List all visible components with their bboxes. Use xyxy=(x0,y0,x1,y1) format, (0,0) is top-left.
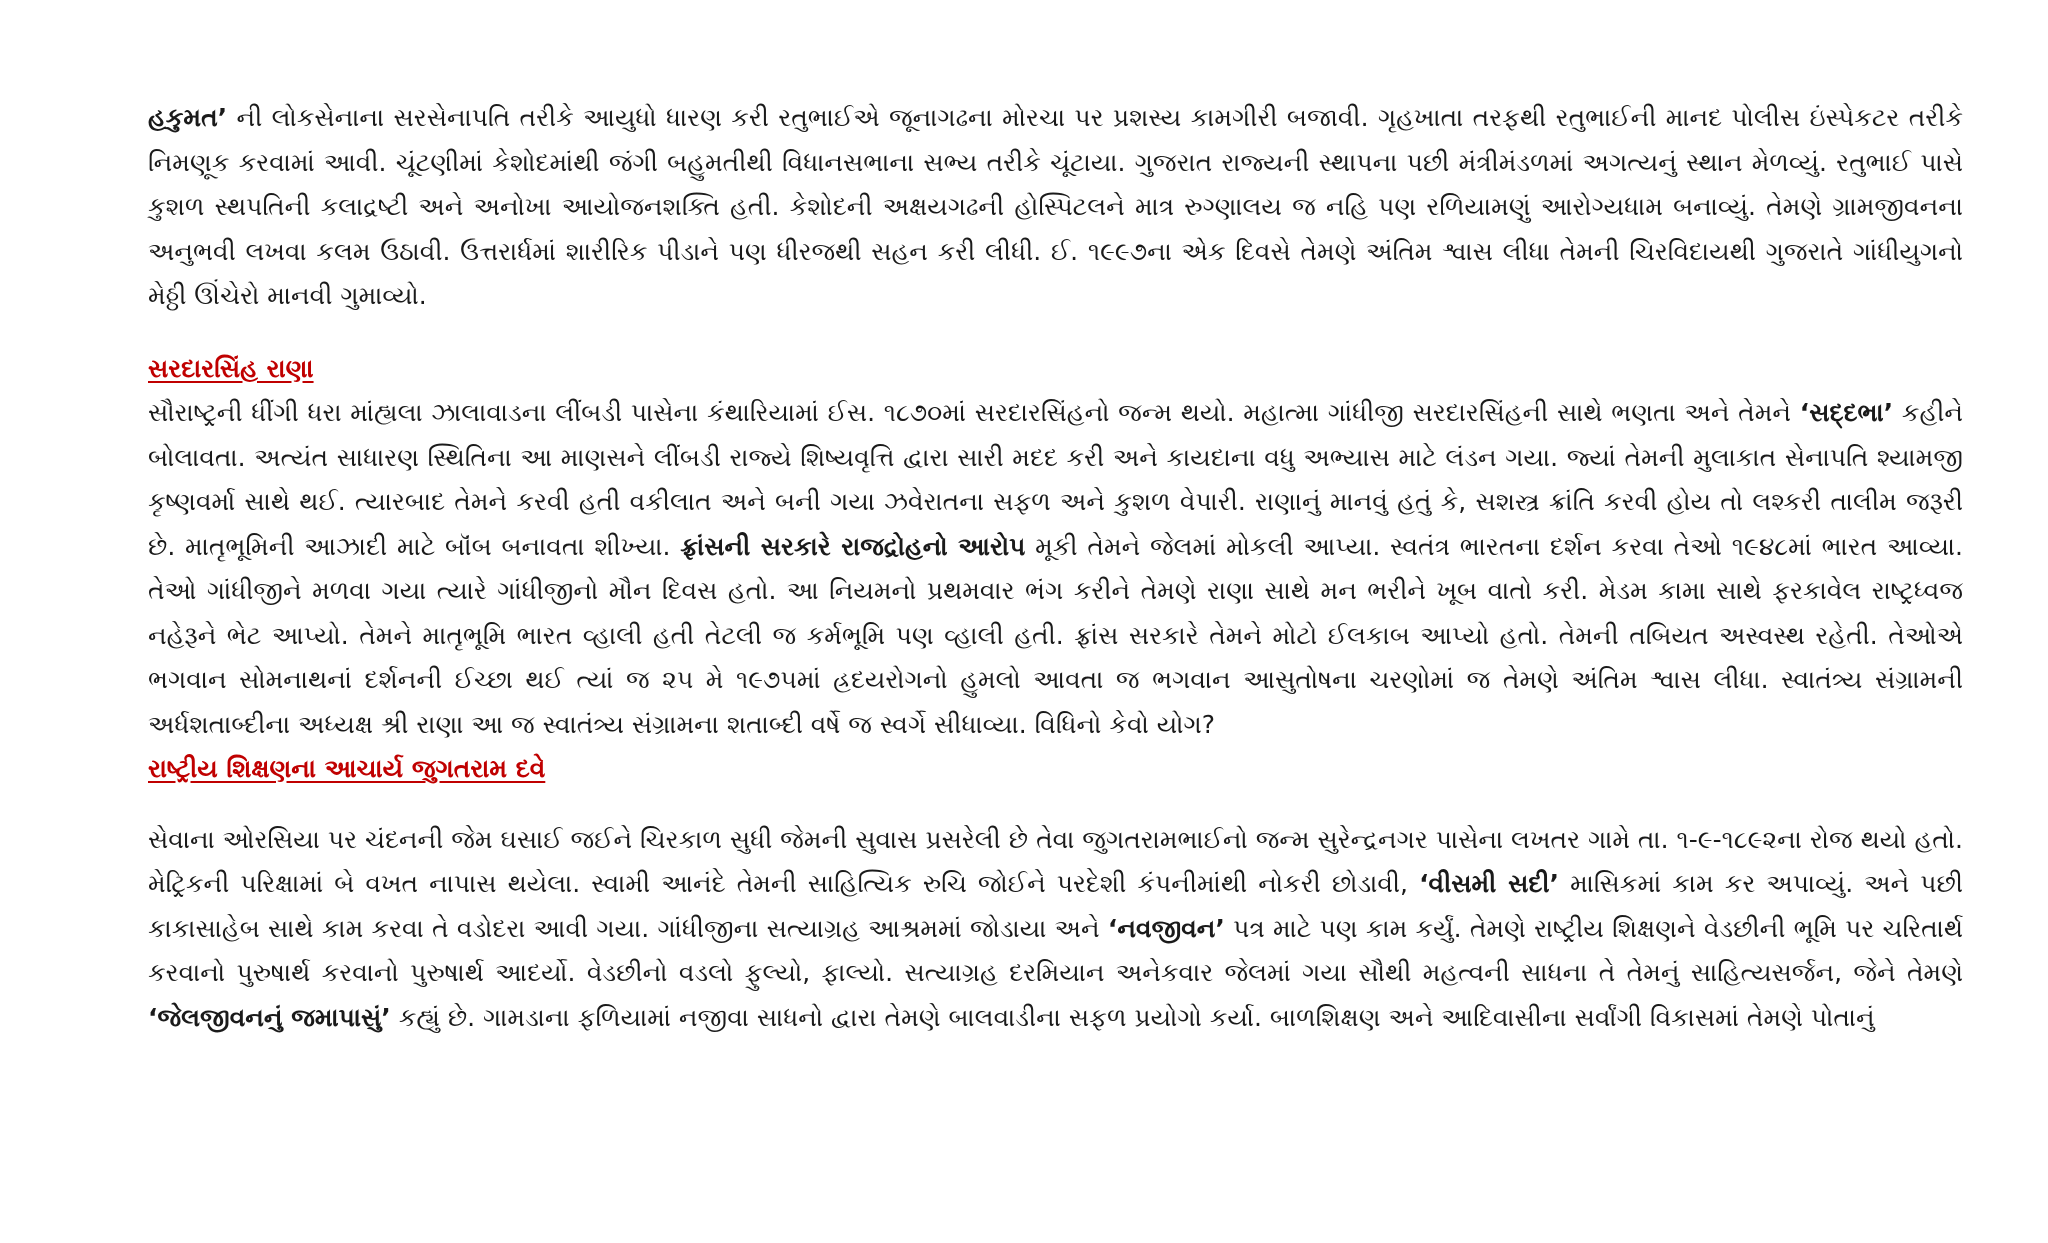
paragraph-ratubhai xyxy=(148,96,1963,319)
document-page xyxy=(148,96,1963,1040)
spacer xyxy=(148,319,1963,347)
paragraph-text: સેવાના ઓરસિયા પર ચંદનની જેમ ઘસાઈ જઈને ચિરકાળ સુધી જેમની સુવાસ પ્રસરેલી છે તેવા જુગતરામભાઈનો જન્મ સુરેન્દ્રનગર પાસેના લખતર ગામે તા. ૧-૯-૧૮૯૨ના રોજ થયો હતો. મેટ્રિકની પરિક્ષામાં બે વખત નાપાસ થયેલા. સ્વામી આનંદે તેમની સાહિત્યિક રુચિ જોઈને પરદેશી કંપનીમાંથી નોકરી છોડાવી, xyxy=(148,824,1963,898)
paragraph-sardarsinh-rana xyxy=(148,391,1963,747)
bold-text: ‘વીસમી સદી’ xyxy=(1419,869,1560,898)
bold-text: હકુમત’ xyxy=(148,103,228,132)
paragraph-text: કહ્યું છે. ગામડાના ફળિયામાં નજીવા સાધનો દ્વારા તેમણે બાલવાડીના સફળ પ્રયોગો કર્યા. બાળશિક્ષણ અને આદિવાસીના સર્વાંગી વિકાસમાં તેમણે પોતાનું xyxy=(390,1002,1875,1032)
paragraph-text: પત્ર માટે પણ કામ કર્યું. તેમણે રાષ્ટ્રીય શિક્ષણને વેડછીની ભૂમિ પર ચરિતાર્થ કરવાનો પુરુષાર્થ કરવાનો પુરુષાર્થ આદર્યો. વેડછીનો વડલો ફુલ્યો, ફાલ્યો. સત્યાગ્રહ દરમિયાન અનેકવાર જેલમાં ગયા સૌથી મહત્વની સાધના તે તેમનું સાહિત્યસર્જન, જેને તેમણે xyxy=(148,913,1963,987)
paragraph-text: કહીને બોલાવતા. અત્યંત સાધારણ સ્થિતિના આ માણસને લીંબડી રાજ્યે શિષ્યવૃત્તિ દ્વારા સારી મદદ કરી અને કાયદાના વધુ અભ્યાસ માટે લંડન ગયા. જ્યાં તેમની મુલાકાત સેનાપતિ શ્યામજી કૃષ્ણવર્મા સાથે થઈ. ત્યારબાદ તેમને કરવી હતી વકીલાત અને બની ગયા ઝવેરાતના સફળ અને કુશળ વેપારી. રાણાનું માનવું હતું કે, સશસ્ત્ર ક્રાંતિ કરવી હોય તો લશ્કરી તાલીમ જરૂરી છે. માતૃભૂમિની આઝાદી માટે બૉંબ બનાવતા શીખ્યા. xyxy=(148,398,1963,561)
bold-text: ફ્રાંસની સરકારે રાજદ્રોહનો આરોપ xyxy=(680,531,1026,561)
bold-text: ‘નવજીવન’ xyxy=(1107,913,1225,943)
bold-text: ‘સદ્દભા’ xyxy=(1799,398,1894,427)
paragraph-jugatram-dave xyxy=(148,818,1963,1041)
section-heading-jugatram-dave: રાષ્ટ્રીય શિક્ષણના આચાર્ય જુગતરામ દવે xyxy=(148,754,546,783)
spacer xyxy=(148,792,1963,818)
paragraph-text: માસિકમાં કામ કર અપાવ્યું. અને પછી કાકાસાહેબ સાથે કામ કરવા તે વડોદરા આવી ગયા. ગાંધીજીના સત્યાગ્રહ આશ્રમમાં જોડાયા અને xyxy=(148,869,1964,943)
paragraph-text: સૌરાષ્ટ્રની ધીંગી ધરા માંહ્યલા ઝાલાવાડના લીંબડી પાસેના કંથારિયામાં ઈસ. ૧૮૭૦માં સરદારસિંહનો જન્મ થયો. મહાત્મા ગાંધીજી સરદારસિંહની સાથે ભણતા અને તેમને xyxy=(148,398,1800,427)
bold-text: ‘જેલજીવનનું જમાપાસું’ xyxy=(148,1002,391,1032)
paragraph-text: ની લોકસેનાના સરસેનાપતિ તરીકે આયુધો ધારણ કરી રતુભાઈએ જૂનાગઢના મોરચા પર પ્રશસ્ય કામગીરી બજાવી. ગૃહખાતા તરફથી રતુભાઈની માનદ પોલીસ ઇંસ્પેકટર તરીકે નિમણૂક કરવામાં આવી. ચૂંટણીમાં કેશોદમાંથી જંગી બહુમતીથી વિધાનસભાના સભ્ય તરીકે ચૂંટાયા. ગુજરાત રાજ્યની સ્થાપના પછી મંત્રીમંડળમાં અગત્યનું સ્થાન મેળવ્યું. રતુભાઈ પાસે કુશળ સ્થપતિની કલાદ્રષ્ટી અને અનોખા આયોજનશક્તિ હતી. કેશોદની અક્ષયગઢની હોસ્પિટલને માત્ર રુગ્ણાલય જ નહિ પણ રળિયામણું આરોગ્યધામ બનાવ્યું. તેમણે ગ્રામજીવનના અનુભવી લખવા કલમ ઉઠાવી. ઉત્તરાર્ધમાં શારીરિક પીડાને પણ ધીરજથી સહન કરી લીધી. ઈ. ૧૯૯૭ના એક દિવસે તેમણે અંતિમ શ્વાસ લીધા તેમની ચિરવિદાયથી ગુજરાતે ગાંધીયુગનો મેઠ્ઠી ઊંચેરો માનવી ગુમાવ્યો. xyxy=(148,103,1963,310)
section-heading-sardarsinh-rana: સરદારસિંહ રાણા xyxy=(148,353,314,383)
paragraph-text: મૂકી તેમને જેલમાં મોકલી આપ્યા. સ્વતંત્ર ભારતના દર્શન કરવા તેઓ ૧૯૪૮માં ભારત આવ્યા. તેઓ ગાંધીજીને મળવા ગયા ત્યારે ગાંધીજીનો મૌન દિવસ હતો. આ નિયમનો પ્રથમવાર ભંગ કરીને તેમણે રાણા સાથે મન ભરીને ખૂબ વાતો કરી. મેડમ કામા સાથે ફરકાવેલ રાષ્ટ્રધ્વજ નહેરૂને ભેટ આપ્યો. તેમને માતૃભૂમિ ભારત વ્હાલી હતી તેટલી જ કર્મભૂમિ પણ વ્હાલી હતી. ફ્રાંસ સરકારે તેમને મોટો ઈલકાબ આપ્યો હતો. તેમની તબિયત અસ્વસ્થ રહેતી. તેઓએ ભગવાન સોમનાથનાં દર્શનની ઈચ્છા થઈ ત્યાં જ ૨૫ મે ૧૯૭૫માં હ્રદયરોગનો હુમલો આવતા જ ભગવાન આસુતોષના ચરણોમાં જ તેમણે અંતિમ શ્વાસ લીધા. સ્વાતંત્ર્ય સંગ્રામની અર્ધશતાબ્દીના અધ્યક્ષ શ્રી રાણા આ જ સ્વાતંત્ર્ય સંગ્રામના શતાબ્દી વર્ષે જ સ્વર્ગે સીધાવ્યા. વિધિનો કેવો યોગ? xyxy=(148,531,1963,739)
